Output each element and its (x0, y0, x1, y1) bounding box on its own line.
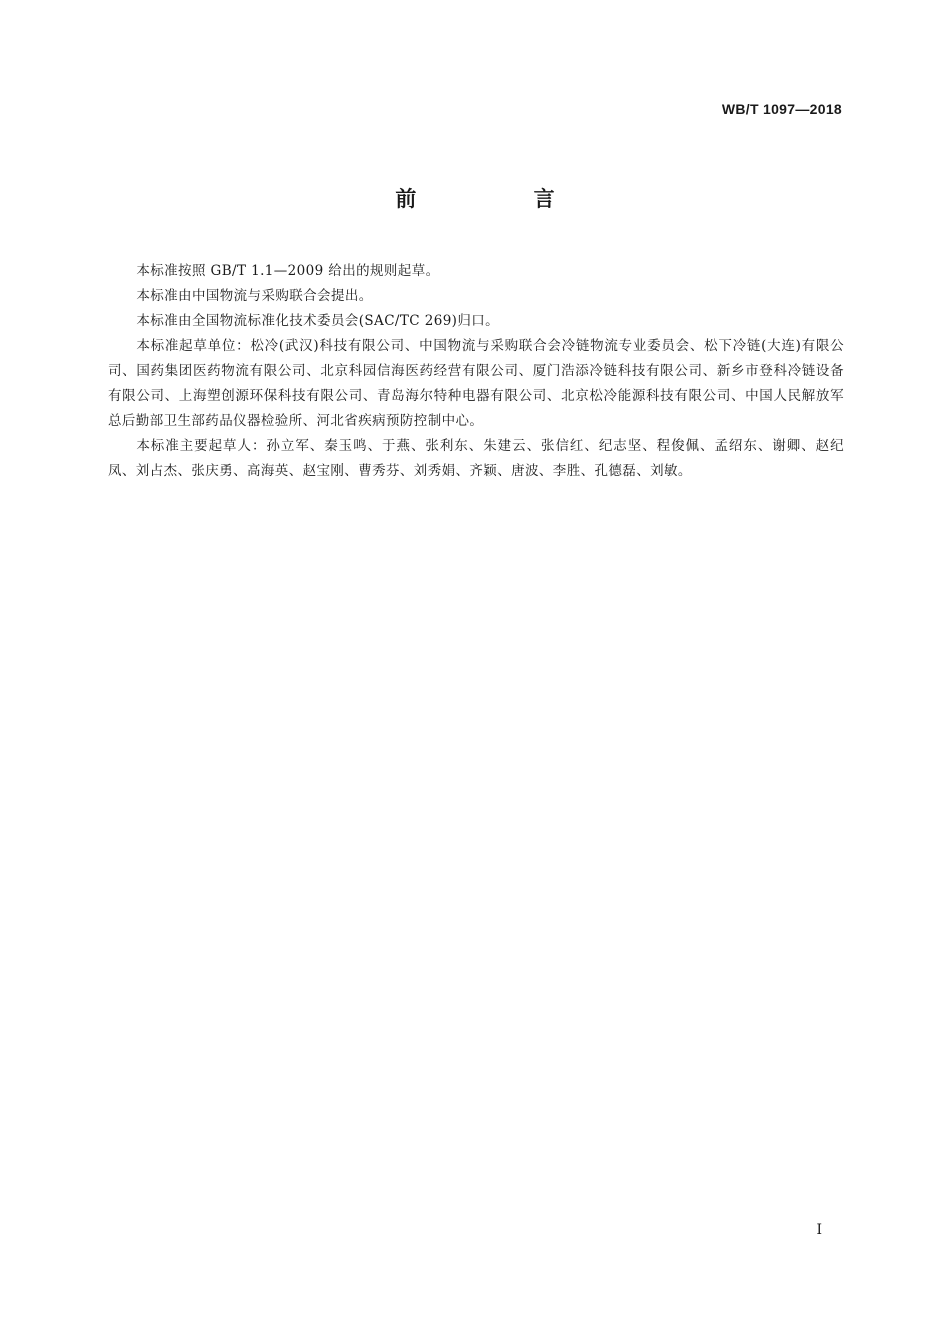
page-number: I (816, 1222, 822, 1238)
paragraph-main-drafters: 本标准主要起草人：孙立军、秦玉鸣、于燕、张利东、朱建云、张信红、纪志坚、程俊佩、孟绍东、谢卿、赵纪凤、刘占杰、张庆勇、高海英、赵宝刚、曹秀芬、刘秀娟、齐颖、唐波、李胜、孔德磊、刘敏。 (108, 438, 844, 479)
preface-body (108, 259, 844, 484)
paragraph-centralized-management: 本标准由全国物流标准化技术委员会(SAC/TC 269)归口。 (136, 313, 500, 329)
page-title: 前 言 (395, 187, 610, 211)
paragraph-drafting-units: 本标准起草单位：松冷(武汉)科技有限公司、中国物流与采购联合会冷链物流专业委员会、松下冷链(大连)有限公司、国药集团医药物流有限公司、北京科园信海医药经营有限公司、厦门浩添冷链科技有限公司、新乡市登科冷链设备有限公司、上海塑创源环保科技有限公司、青岛海尔特种电器有限公司、北京松冷能源科技有限公司、中国人民解放军总后勤部卫生部药品仪器检验所、河北省疾病预防控制中心。 (108, 338, 844, 429)
paragraph-drafting-rules: 本标准按照 GB/T 1.1—2009 给出的规则起草。 (136, 263, 440, 279)
standard-code: WB/T 1097—2018 (721, 101, 842, 117)
paragraph-proposer: 本标准由中国物流与采购联合会提出。 (136, 288, 373, 304)
